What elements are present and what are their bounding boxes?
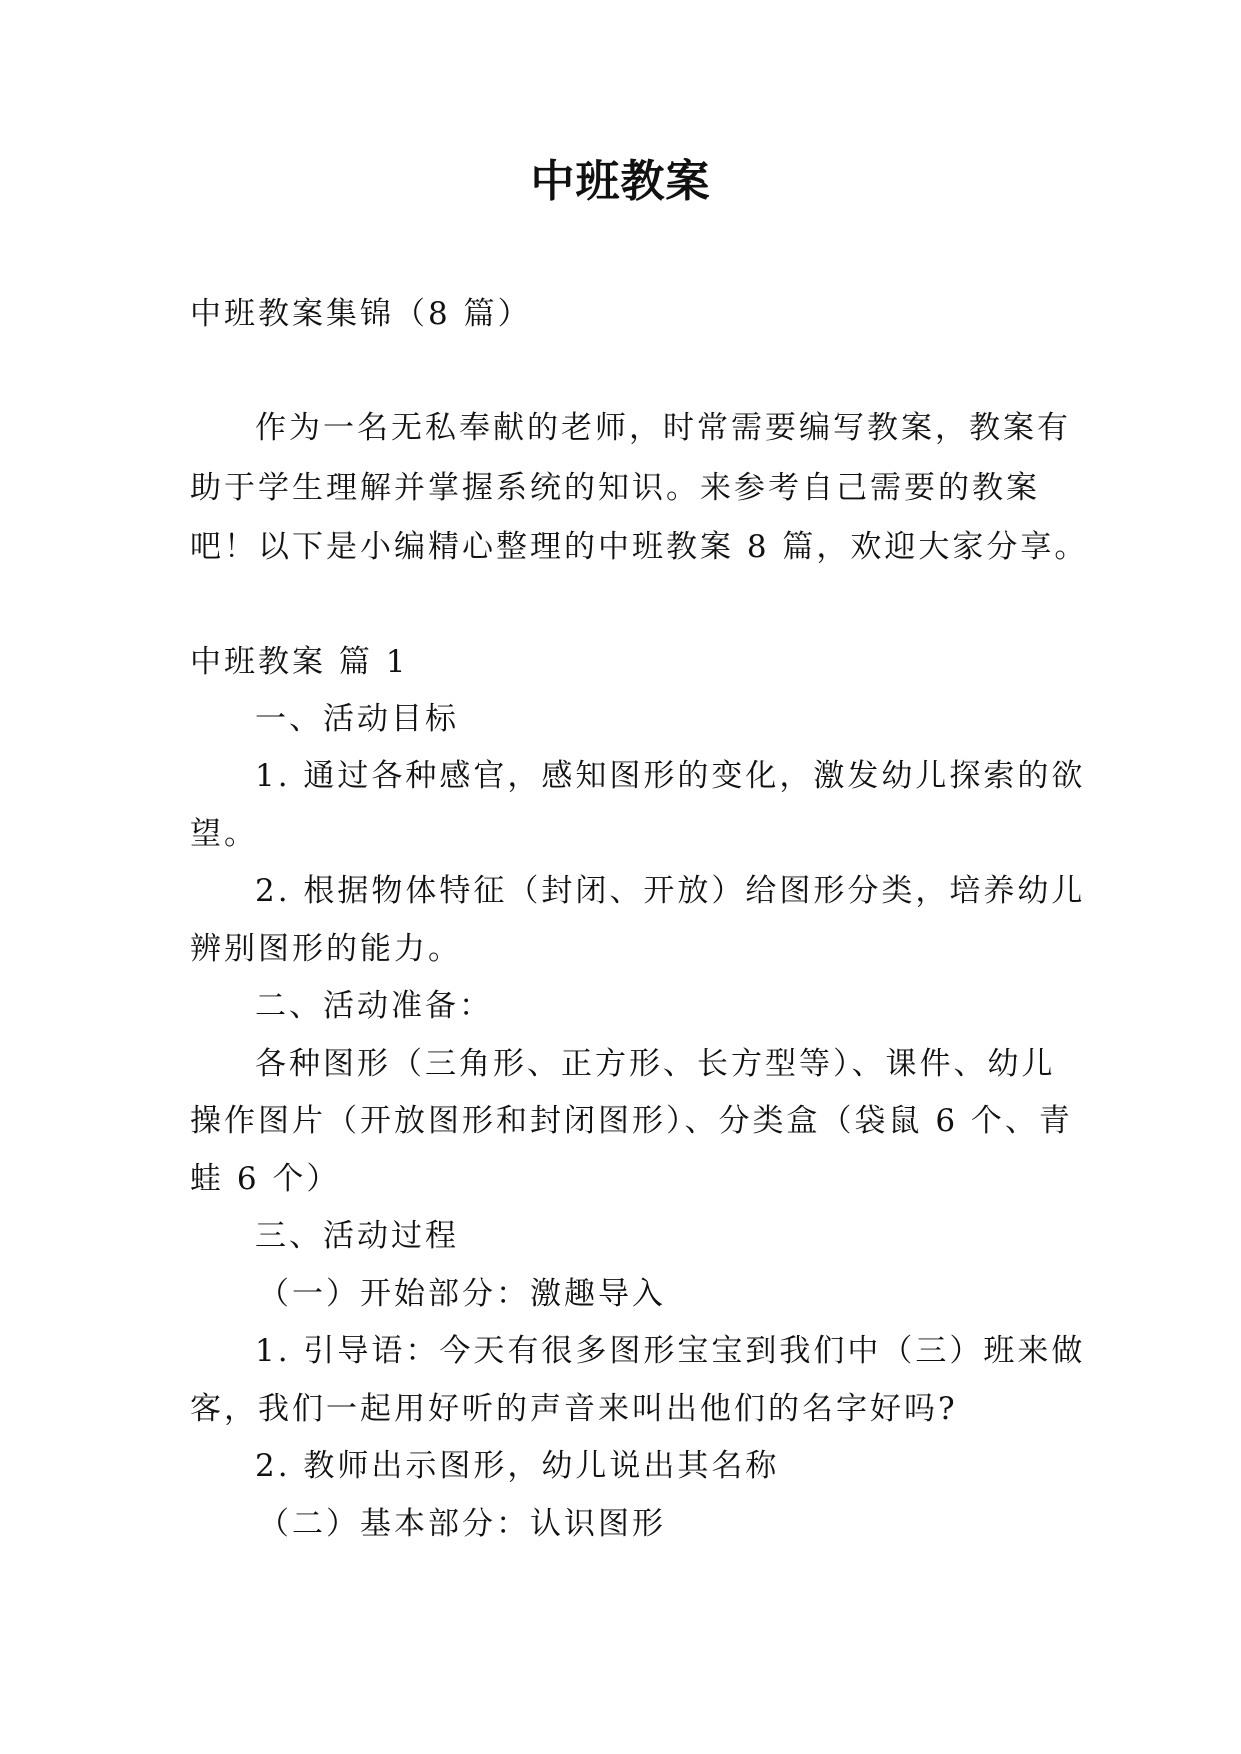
- heading-activity-goals: 一、活动目标: [255, 701, 459, 737]
- goal-2-line-2: 辨别图形的能力。: [190, 931, 462, 967]
- document-subtitle: 中班教案集锦（8 篇）: [190, 296, 532, 332]
- process-step-1-line-1: 1. 引导语：今天有很多图形宝宝到我们中（三）班来做: [255, 1333, 1086, 1369]
- process-step-1-line-2: 客，我们一起用好听的声音来叫出他们的名字好吗?: [190, 1391, 958, 1427]
- goal-1-line-1: 1. 通过各种感官，感知图形的变化，激发幼儿探索的欲: [255, 758, 1086, 794]
- goal-2-line-1: 2. 根据物体特征（封闭、开放）给图形分类，培养幼儿: [255, 873, 1086, 909]
- goal-1-line-2: 望。: [190, 816, 258, 852]
- process-part-1-heading: （一）开始部分：激趣导入: [258, 1276, 666, 1312]
- intro-line-2: 助于学生理解并掌握系统的知识。来参考自己需要的教案: [190, 470, 1040, 506]
- preparation-line-3: 蛙 6 个）: [190, 1161, 341, 1197]
- intro-line-3: 吧！以下是小编精心整理的中班教案 8 篇，欢迎大家分享。: [190, 529, 1089, 565]
- process-part-2-heading: （二）基本部分：认识图形: [258, 1506, 666, 1542]
- process-step-2: 2. 教师出示图形，幼儿说出其名称: [255, 1448, 780, 1484]
- intro-line-1: 作为一名无私奉献的老师，时常需要编写教案，教案有: [255, 410, 1071, 446]
- heading-activity-process: 三、活动过程: [255, 1218, 459, 1254]
- document-title: 中班教案: [530, 156, 711, 207]
- heading-activity-preparation: 二、活动准备：: [255, 988, 493, 1024]
- preparation-line-1: 各种图形（三角形、正方形、长方型等）、课件、幼儿: [255, 1046, 1056, 1082]
- preparation-line-2: 操作图片（开放图形和封闭图形）、分类盒（袋鼠 6 个、青: [190, 1103, 1073, 1139]
- section-heading: 中班教案 篇 1: [190, 644, 409, 680]
